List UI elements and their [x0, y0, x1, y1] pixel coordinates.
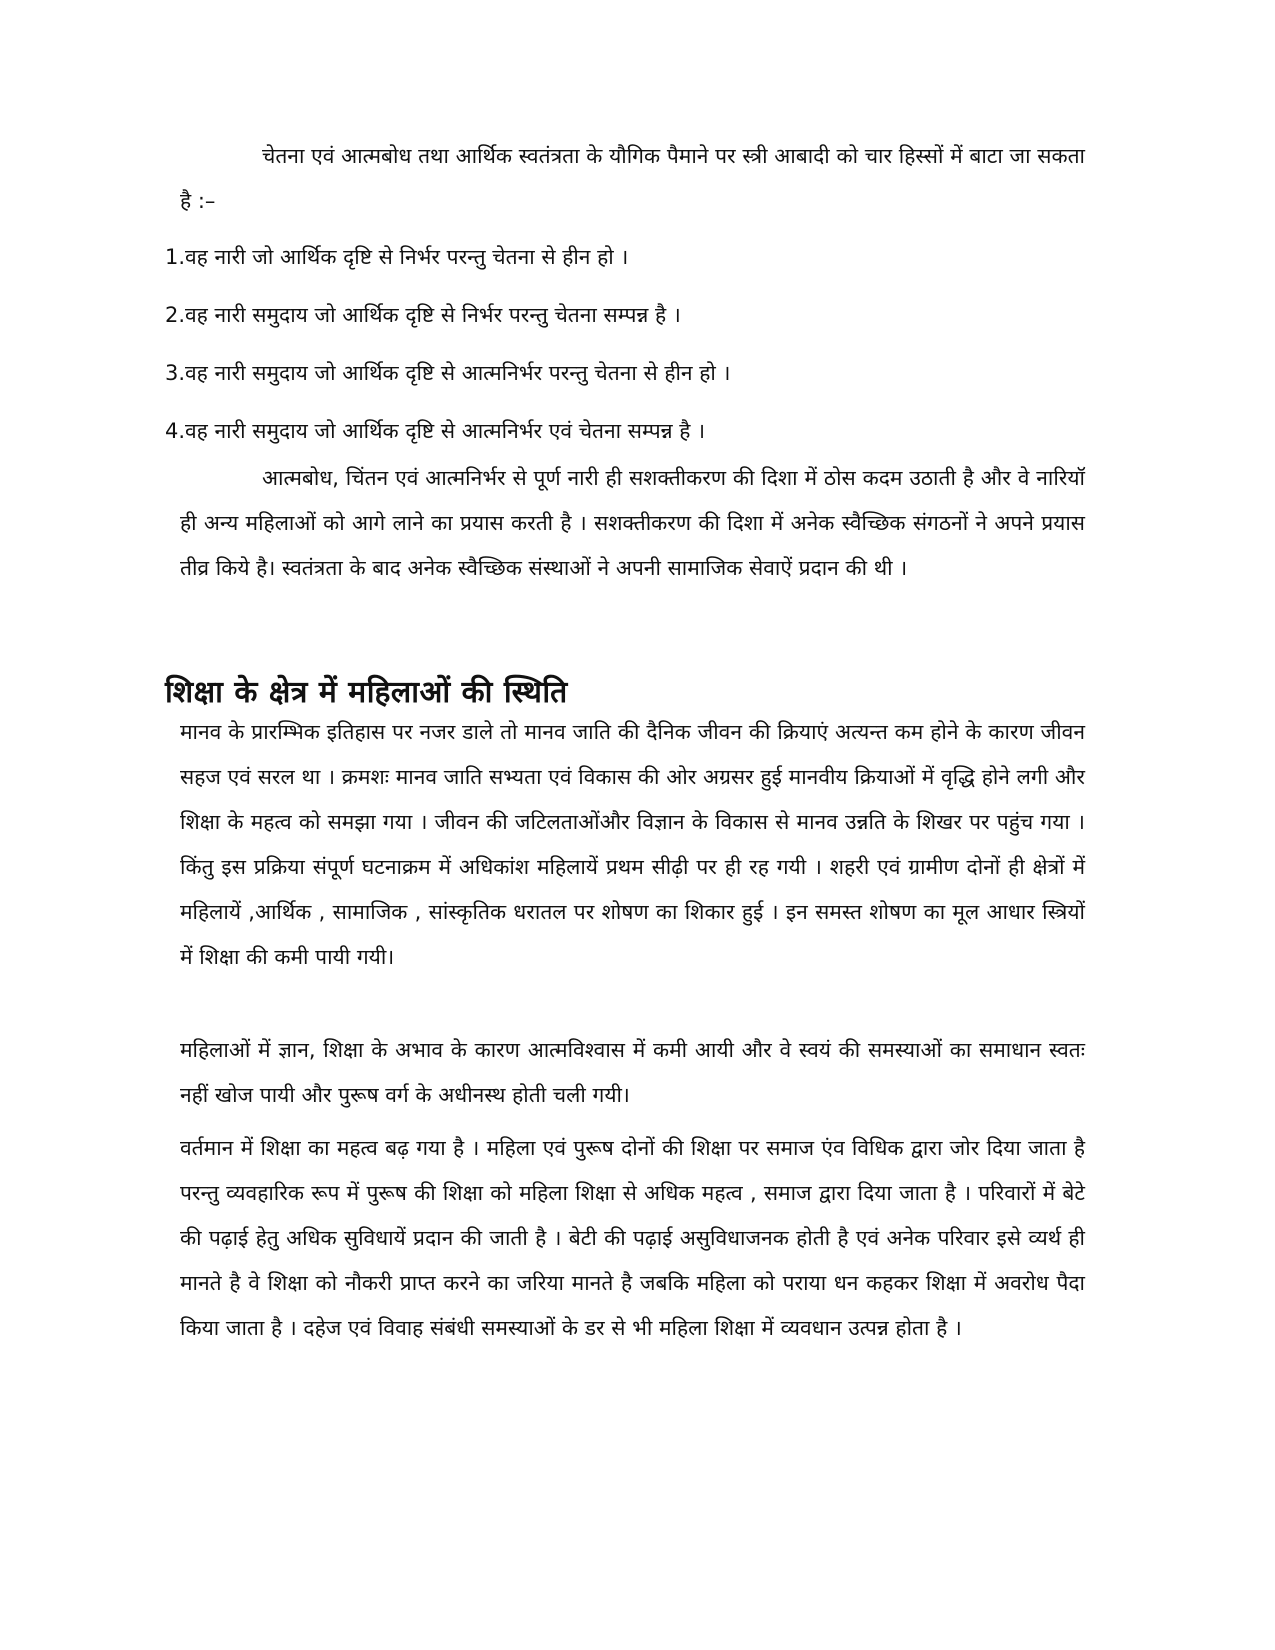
- section-paragraph-2-wrap: [180, 1028, 1085, 1118]
- empowerment-paragraph: आत्मबोध, चिंतन एवं आत्मनिर्भर से पूर्ण नारी ही सशक्तीकरण की दिशा में ठोस कदम उठाती है और वे नारियॉ ही अन्य महिलाओं को आगे लाने का प्रयास करती है । सशक्तीकरण की दिशा में अनेक स्वैच्छिक संगठनों ने अपने प्रयास तीव्र किये है। स्वतंत्रता के बाद अनेक स्वैच्छिक संस्थाओं ने अपनी सामाजिक सेवाऐं प्रदान की थी ।: [180, 466, 1085, 580]
- list-item-text: वह नारी समुदाय जो आर्थिक दृष्टि से निर्भर परन्तु चेतना सम्पन्न है ।: [185, 303, 681, 327]
- section-paragraph-1-wrap: [180, 710, 1085, 980]
- section-paragraph: मानव के प्रारम्भिक इतिहास पर नजर डाले तो मानव जाति की दैनिक जीवन की क्रियाएं अत्यन्त कम होने के कारण जीवन सहज एवं सरल था । क्रमशः मानव जाति सभ्यता एवं विकास की ओर अग्रसर हुई मानवीय क्रियाओं में वृद्धि होने लगी और शिक्षा के महत्व को समझा गया । जीवन की जटिलताओंऔर विज्ञान के विकास से मानव उन्नति के शिखर पर पहुंच गया । किंतु इस प्रक्रिया संपूर्ण घटनाक्रम में अधिकांश महिलायें प्रथम सीढ़ी पर ही रह गयी । शहरी एवं ग्रामीण दोनों ही क्षेत्रों में महिलायें ,आर्थिक , सामाजिक , सांस्कृतिक धरातल पर शोषण का शिकार हुई । इन समस्त शोषण का मूल आधार स्त्रियों में शिक्षा की कमी पायी गयी।: [180, 720, 1085, 969]
- list-item-number: 2.: [165, 303, 186, 327]
- intro-section: [180, 134, 1085, 224]
- list-item-number: 1.: [165, 245, 186, 269]
- list-item: [165, 228, 1085, 286]
- section-heading: शिक्षा के क्षेत्र में महिलाओं की स्थिति: [165, 675, 568, 710]
- list-item-number: 3.: [165, 361, 186, 385]
- list-item-text: वह नारी समुदाय जो आर्थिक दृष्टि से आत्मनिर्भर एवं चेतना सम्पन्न है ।: [185, 419, 706, 443]
- section-paragraph-3-wrap: [180, 1126, 1085, 1351]
- list-item-number: 4.: [165, 419, 186, 443]
- list-item: [165, 402, 1085, 460]
- section-paragraph: महिलाओं में ज्ञान, शिक्षा के अभाव के कारण आत्मविश्वास में कमी आयी और वे स्वयं की समस्याओं का समाधान स्वतः नहीं खोज पायी और पुरूष वर्ग के अधीनस्थ होती चली गयी।: [180, 1038, 1085, 1107]
- empowerment-section: [180, 456, 1085, 591]
- intro-paragraph: चेतना एवं आत्मबोध तथा आर्थिक स्वतंत्रता के यौगिक पैमाने पर स्त्री आबादी को चार हिस्सों में बाटा जा सकता है :–: [180, 144, 1085, 213]
- list-item: [165, 286, 1085, 344]
- list-item-text: वह नारी जो आर्थिक दृष्टि से निर्भर परन्तु चेतना से हीन हो ।: [185, 245, 629, 269]
- classification-list: [165, 228, 1085, 460]
- list-item-text: वह नारी समुदाय जो आर्थिक दृष्टि से आत्मनिर्भर परन्तु चेतना से हीन हो ।: [185, 361, 731, 385]
- list-item: [165, 344, 1085, 402]
- section-paragraph: वर्तमान में शिक्षा का महत्व बढ़ गया है । महिला एवं पुरूष दोनों की शिक्षा पर समाज एंव विधिक द्वारा जोर दिया जाता है परन्तु व्यवहारिक रूप में पुरूष की शिक्षा को महिला शिक्षा से अधिक महत्व , समाज द्वारा दिया जाता है । परिवारों में बेटे की पढ़ाई हेतु अधिक सुविधायें प्रदान की जाती है । बेटी की पढ़ाई असुविधाजनक होती है एवं अनेक परिवार इसे व्यर्थ ही मानते है वे शिक्षा को नौकरी प्राप्त करने का जरिया मानते है जबकि महिला को पराया धन कहकर शिक्षा में अवरोध पैदा किया जाता है । दहेज एवं विवाह संबंधी समस्याओं के डर से भी महिला शिक्षा में व्यवधान उत्पन्न होता है ।: [180, 1136, 1085, 1340]
